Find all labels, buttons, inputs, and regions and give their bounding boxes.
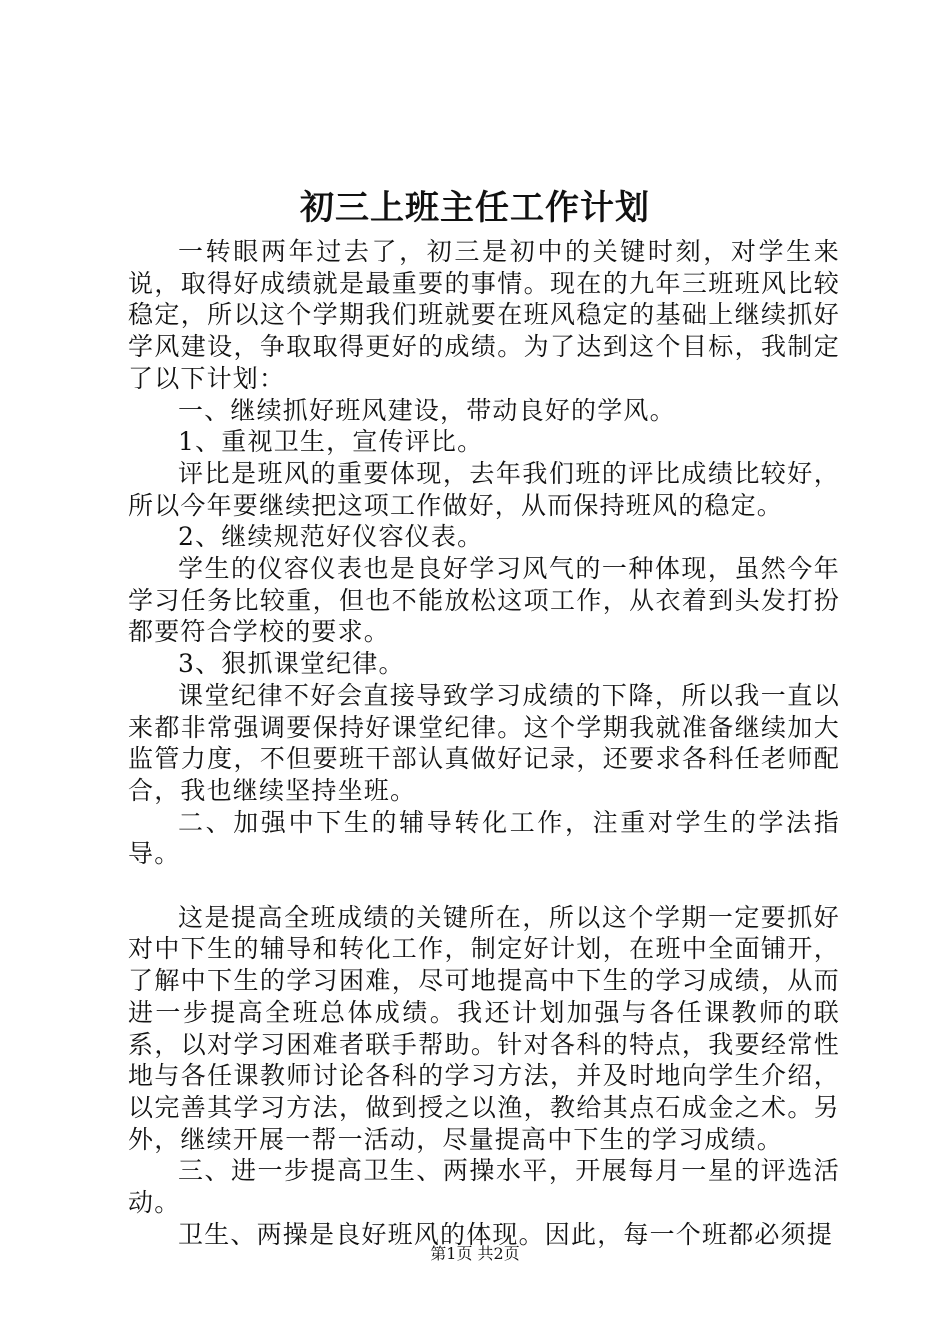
- subheading-1-1: 1、重视卫生，宣传评比。: [178, 427, 484, 457]
- paragraph-1-3: 课堂纪律不好会直接导致学习成绩的下降，所以我一直以来都非常强调要保持好课堂纪律。这个学期我就准备继续加大监管力度，不但要班干部认真做好记录，还要求各科任老师配合，我也继续坚持坐班。: [128, 680, 840, 805]
- blank-line: [128, 870, 840, 902]
- section-heading-3: 三、进一步提高卫生、两操水平，开展每月一星的评选活动。: [128, 1156, 840, 1218]
- paragraph-2: 这是提高全班成绩的关键所在，所以这个学期一定要抓好对中下生的辅导和转化工作，制定好计划，在班中全面铺开，了解中下生的学习困难，尽可地提高中下生的学习成绩，从而进一步提高全班总体成绩。我还计划加强与各任课教师的联系，以对学习困难者联手帮助。针对各科的特点，我要经常性地与各任课教师讨论各科的学习方法，并及时地向学生介绍，以完善其学习方法，做到授之以渔，教给其点石成金之术。另外，继续开展一帮一活动，尽量提高中下生的学习成绩。: [128, 902, 840, 1154]
- subheading-1-3: 3、狠抓课堂纪律。: [178, 649, 405, 679]
- paragraph-1-1: 评比是班风的重要体现，去年我们班的评比成绩比较好，所以今年要继续把这项工作做好，从而保持班风的稳定。: [128, 458, 840, 520]
- subheading-1-2: 2、继续规范好仪容仪表。: [178, 522, 484, 552]
- section-heading-2: 二、加强中下生的辅导转化工作，注重对学生的学法指导。: [128, 807, 840, 869]
- section-heading-1: 一、继续抓好班风建设，带动良好的学风。: [178, 395, 676, 425]
- page-number-footer: 第1页 共2页: [430, 1244, 520, 1263]
- document-title: 初三上班主任工作计划: [300, 188, 650, 228]
- paragraph-1-2: 学生的仪容仪表也是良好学习风气的一种体现，虽然今年学习任务比较重，但也不能放松这项工作，从衣着到头发打扮都要符合学校的要求。: [128, 554, 840, 647]
- paragraph-3: 卫生、两操是良好班风的体现。因此，每一个班都必须提: [178, 1219, 834, 1249]
- document-body: [128, 236, 840, 1250]
- paragraph-intro: 一转眼两年过去了，初三是初中的关键时刻，对学生来说，取得好成绩就是最重要的事情。现在的九年三班班风比较稳定，所以这个学期我们班就要在班风稳定的基础上继续抓好学风建设，争取取得更好的成绩。为了达到这个目标，我制定了以下计划：: [128, 237, 840, 393]
